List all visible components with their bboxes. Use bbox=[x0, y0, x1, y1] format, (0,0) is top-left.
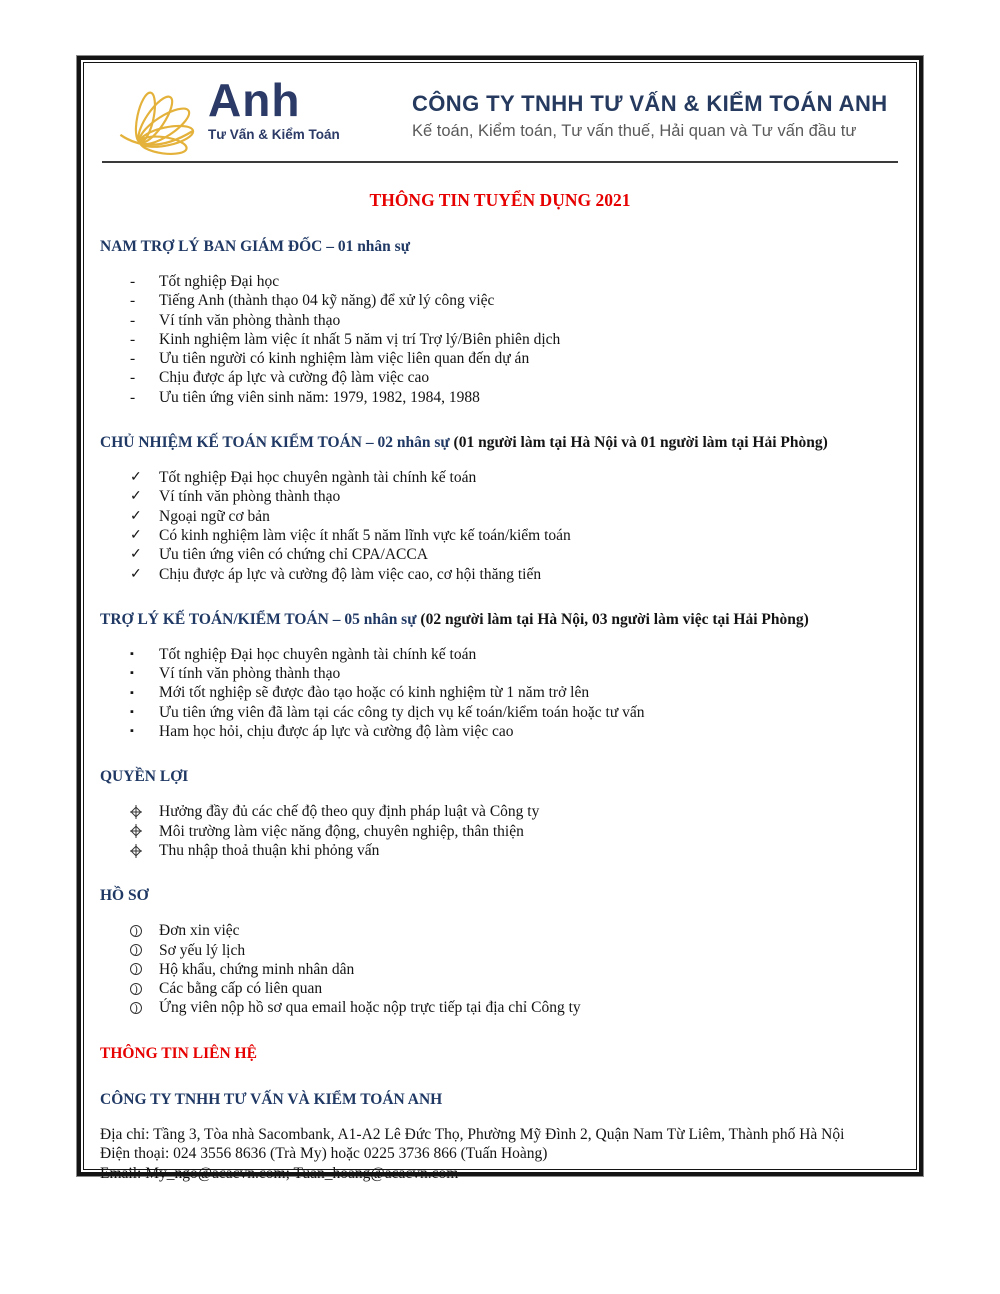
list-item bbox=[130, 311, 900, 330]
list-item-text: Ngoại ngữ cơ bản bbox=[159, 507, 270, 525]
square-bullet-icon: ▪ bbox=[130, 725, 134, 738]
company-logo bbox=[114, 74, 364, 151]
list-item-text: Tiếng Anh (thành thạo 04 kỹ năng) để xử lý công việc bbox=[159, 292, 495, 310]
square-bullet-icon: ▪ bbox=[130, 686, 134, 699]
dash-icon: - bbox=[130, 292, 136, 310]
contact-details bbox=[100, 1125, 900, 1184]
section-nam-tro-ly bbox=[100, 237, 900, 407]
list-item-text: Tốt nghiệp Đại học chuyên ngành tài chính kế toán bbox=[159, 645, 477, 663]
diamond-crosshair-icon bbox=[130, 841, 159, 860]
section-title: QUYỀN LỢI bbox=[100, 768, 189, 786]
requirement-list bbox=[100, 272, 900, 407]
dossier-list bbox=[100, 921, 900, 1017]
section-quyen-loi bbox=[100, 767, 900, 860]
logo-tagline: Tư Vấn & Kiểm Toán bbox=[208, 127, 340, 142]
checkmark-icon: ✓ bbox=[130, 566, 142, 582]
dash-icon: - bbox=[130, 369, 136, 387]
list-item bbox=[130, 822, 900, 841]
section-subtitle: (01 người làm tại Hà Nội và 01 người làm tại Hải Phòng) bbox=[453, 434, 828, 452]
list-item-text: Tốt nghiệp Đại học chuyên ngành tài chính kế toán bbox=[159, 469, 477, 487]
list-item bbox=[130, 979, 900, 998]
circled-paren-icon: ) bbox=[130, 921, 159, 940]
list-item-text: Ví tính văn phòng thành thạo bbox=[159, 488, 341, 506]
section-subtitle: (02 người làm tại Hà Nội, 03 người làm việc tại Hải Phòng) bbox=[420, 610, 809, 628]
section-chu-nhiem-ke-toan bbox=[100, 433, 900, 584]
checkmark-icon: ✓ bbox=[130, 527, 142, 543]
list-item bbox=[130, 545, 900, 564]
list-item bbox=[130, 507, 900, 526]
section-heading bbox=[100, 610, 900, 630]
list-item bbox=[130, 349, 900, 368]
logo-text bbox=[208, 74, 340, 142]
dash-icon: - bbox=[130, 350, 136, 368]
circled-paren-icon: ) bbox=[130, 941, 159, 960]
section-title: TRỢ LÝ KẾ TOÁN/KIỂM TOÁN – 05 nhân sự bbox=[100, 610, 417, 628]
section-heading bbox=[100, 433, 900, 453]
list-item bbox=[130, 330, 900, 349]
list-item-text: Đơn xin việc bbox=[159, 922, 240, 940]
list-item bbox=[130, 941, 900, 960]
list-item-text: Hộ khẩu, chứng minh nhân dân bbox=[159, 960, 355, 978]
letterhead bbox=[100, 74, 900, 151]
section-title: NAM TRỢ LÝ BAN GIÁM ĐỐC – 01 nhân sự bbox=[100, 238, 411, 255]
logo-wordmark: Anh bbox=[208, 74, 301, 126]
section-heading bbox=[100, 237, 900, 257]
dash-icon: - bbox=[130, 388, 136, 406]
diamond-crosshair-icon bbox=[130, 822, 159, 841]
section-title: HỒ SƠ bbox=[100, 887, 149, 905]
dash-icon: - bbox=[130, 273, 136, 290]
checkmark-icon: ✓ bbox=[130, 470, 142, 486]
contact-section bbox=[100, 1044, 900, 1184]
section-title: CHỦ NHIỆM KẾ TOÁN KIỂM TOÁN – 02 nhân sự bbox=[100, 434, 450, 452]
list-item-text: Chịu được áp lực và cường độ làm việc cao bbox=[159, 369, 430, 387]
list-item-text: Mới tốt nghiệp sẽ được đào tạo hoặc có kinh nghiệm từ 1 năm trở lên bbox=[159, 684, 590, 702]
page-title: THÔNG TIN TUYỂN DỤNG 2021 bbox=[369, 190, 631, 210]
requirement-list bbox=[100, 645, 900, 741]
list-item bbox=[130, 565, 900, 584]
list-item-text: Hưởng đầy đủ các chế độ theo quy định pháp luật và Công ty bbox=[159, 803, 540, 821]
diamond-crosshair-icon bbox=[130, 802, 159, 821]
list-item-text: Có kinh nghiệm làm việc ít nhất 5 năm lĩnh vực kế toán/kiểm toán bbox=[159, 526, 571, 544]
list-item bbox=[130, 998, 900, 1017]
list-item bbox=[130, 683, 900, 702]
lotus-flower-icon bbox=[114, 79, 206, 151]
list-item-text: Sơ yếu lý lịch bbox=[159, 941, 246, 959]
list-item-text: Các bằng cấp có liên quan bbox=[159, 980, 323, 998]
contact-address: Địa chỉ: Tầng 3, Tòa nhà Sacombank, A1-A2 Lê Đức Thọ, Phường Mỹ Đình 2, Quận Nam Từ Liêm, Thành phố Hà Nội bbox=[100, 1125, 845, 1143]
list-item-text: Chịu được áp lực và cường độ làm việc cao, cơ hội thăng tiến bbox=[159, 565, 542, 583]
contact-email: Email: My_ngo@acacvn.com; Tuan_hoang@acacvn.com bbox=[100, 1164, 459, 1182]
dash-icon: - bbox=[130, 330, 136, 348]
list-item bbox=[130, 802, 900, 821]
section-ho-so bbox=[100, 886, 900, 1017]
document-page bbox=[83, 62, 917, 1182]
list-item-text: Ưu tiên ứng viên đã làm tại các công ty dịch vụ kế toán/kiểm toán hoặc tư vấn bbox=[159, 703, 645, 721]
list-item bbox=[130, 291, 900, 310]
list-item-text: Ưu tiên ứng viên có chứng chỉ CPA/ACCA bbox=[159, 546, 428, 564]
document-border bbox=[77, 56, 923, 1182]
list-item bbox=[130, 921, 900, 940]
list-item bbox=[130, 960, 900, 979]
contact-phone: Điện thoại: 024 3556 8636 (Trà My) hoặc 0225 3736 866 (Tuấn Hoàng) bbox=[100, 1145, 548, 1163]
square-bullet-icon: ▪ bbox=[130, 667, 134, 680]
requirement-list bbox=[100, 468, 900, 584]
company-header bbox=[412, 77, 888, 141]
list-item-text: Ứng viên nộp hồ sơ qua email hoặc nộp trực tiếp tại địa chỉ Công ty bbox=[159, 999, 581, 1017]
benefit-list bbox=[100, 802, 900, 860]
document-body bbox=[100, 237, 900, 1183]
list-item-text: Tốt nghiệp Đại học bbox=[159, 273, 280, 290]
list-item-text: Môi trường làm việc năng động, chuyên nghiệp, thân thiện bbox=[159, 822, 524, 840]
list-item bbox=[130, 703, 900, 722]
list-item bbox=[130, 645, 900, 664]
dash-icon: - bbox=[130, 311, 136, 329]
list-item-text: Ví tính văn phòng thành thạo bbox=[159, 311, 341, 329]
square-bullet-icon: ▪ bbox=[130, 648, 134, 660]
list-item-text: Kinh nghiệm làm việc ít nhất 5 năm vị trí Trợ lý/Biên phiên dịch bbox=[159, 330, 561, 348]
contact-company-name: CÔNG TY TNHH TƯ VẤN VÀ KIỂM TOÁN ANH bbox=[100, 1090, 443, 1108]
list-item bbox=[130, 487, 900, 506]
section-heading bbox=[100, 886, 900, 906]
list-item-text: Ví tính văn phòng thành thạo bbox=[159, 665, 341, 683]
circled-paren-icon: ) bbox=[130, 998, 159, 1017]
company-name: CÔNG TY TNHH TƯ VẤN & KIỂM TOÁN ANH bbox=[412, 91, 888, 116]
list-item-text: Ưu tiên người có kinh nghiệm làm việc liên quan đến dự án bbox=[159, 350, 530, 368]
contact-heading: THÔNG TIN LIÊN HỆ bbox=[100, 1044, 257, 1062]
circled-paren-icon: ) bbox=[130, 960, 159, 979]
company-services-tagline: Kế toán, Kiểm toán, Tư vấn thuế, Hải quan và Tư vấn đầu tư bbox=[412, 122, 857, 140]
list-item bbox=[130, 368, 900, 387]
checkmark-icon: ✓ bbox=[130, 489, 142, 505]
circled-paren-icon: ) bbox=[130, 979, 159, 998]
list-item bbox=[130, 841, 900, 860]
list-item bbox=[130, 664, 900, 683]
list-item bbox=[130, 468, 900, 487]
checkmark-icon: ✓ bbox=[130, 547, 142, 563]
square-bullet-icon: ▪ bbox=[130, 705, 134, 718]
list-item bbox=[130, 272, 900, 291]
list-item bbox=[130, 722, 900, 741]
header-divider bbox=[102, 161, 898, 163]
list-item-text: Ưu tiên ứng viên sinh năm: 1979, 1982, 1984, 1988 bbox=[159, 388, 480, 406]
checkmark-icon: ✓ bbox=[130, 508, 142, 524]
section-heading bbox=[100, 767, 900, 787]
list-item-text: Thu nhập thoả thuận khi phỏng vấn bbox=[159, 841, 380, 859]
section-tro-ly-ke-toan bbox=[100, 610, 900, 741]
list-item bbox=[130, 388, 900, 407]
list-item bbox=[130, 526, 900, 545]
list-item-text: Ham học hỏi, chịu được áp lực và cường độ làm việc cao bbox=[159, 723, 514, 741]
